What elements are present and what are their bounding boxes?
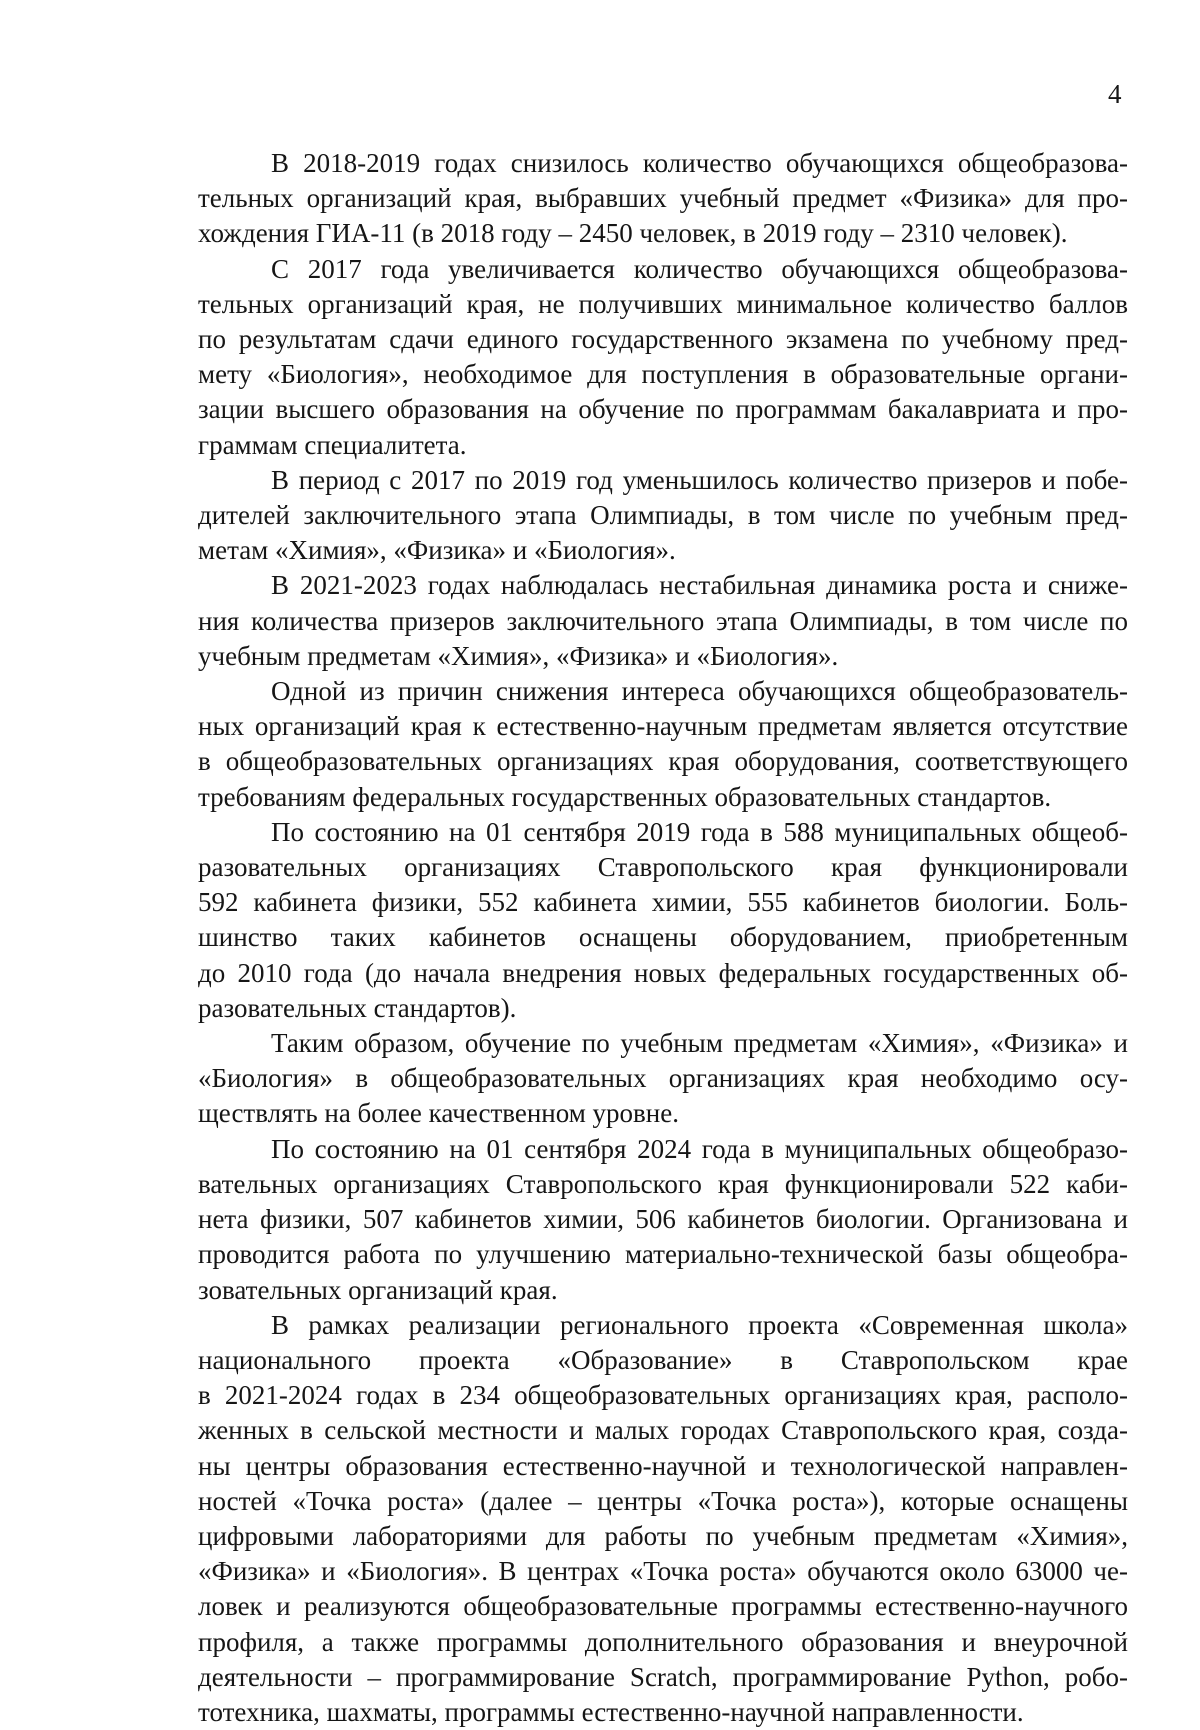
text-line: В 2018-2019 годах снизилось количество обучающихся общеобразова- — [271, 148, 1128, 178]
text-line: 592 кабинета физики, 552 кабинета химии, 555 кабинетов биологии. Боль- — [198, 887, 1128, 918]
paragraph — [198, 463, 1128, 569]
paragraph — [198, 1132, 1128, 1308]
text-line: в 2021-2024 годах в 234 общеобразовательных организациях края, располо- — [198, 1380, 1128, 1411]
text-line: цифровыми лабораториями для работы по учебным предметам «Химия», — [198, 1520, 1128, 1551]
text-line: Таким образом, обучение по учебным предметам «Химия», «Физика» и — [271, 1028, 1128, 1059]
paragraph — [198, 815, 1128, 1026]
text-line: до 2010 года (до начала внедрения новых федеральных государственных об- — [198, 957, 1128, 988]
text-line: дителей заключительного этапа Олимпиады, в том числе по учебным пред- — [198, 500, 1128, 531]
text-line: По состоянию на 01 сентября 2019 года в 588 муниципальных общеоб- — [271, 816, 1128, 847]
text-line: ния количества призеров заключительного этапа Олимпиады, в том числе по — [198, 605, 1128, 636]
text-line: в общеобразовательных организациях края оборудования, соответствующего — [198, 746, 1128, 777]
paragraph — [198, 1308, 1128, 1730]
paragraph — [198, 1026, 1128, 1132]
text-line: национального проекта «Образование» в Ставропольском крае — [198, 1344, 1128, 1375]
text-line: хождения ГИА-11 (в 2018 году – 2450 человек, в 2019 году – 2310 человек). — [198, 218, 1068, 249]
text-line: «Биология» в общеобразовательных организациях края необходимо осу- — [198, 1063, 1128, 1094]
text-line: профиля, а также программы дополнительного образования и внеурочной — [198, 1626, 1128, 1657]
text-line: ных организаций края к естественно-научным предметам является отсутствие — [198, 711, 1128, 742]
text-line: шинство таких кабинетов оснащены оборудованием, приобретенным — [198, 922, 1128, 953]
text-line: ностей «Точка роста» (далее – центры «Точка роста»), которые оснащены — [198, 1485, 1128, 1516]
text-line: тельных организаций края, не получивших минимальное количество баллов — [198, 288, 1128, 319]
paragraph — [198, 146, 1128, 252]
paragraph — [198, 674, 1128, 815]
text-line: нета физики, 507 кабинетов химии, 506 кабинетов биологии. Организована и — [198, 1204, 1128, 1235]
text-line: тотехника, шахматы, программы естественно-научной направленности. — [198, 1696, 1024, 1727]
text-line: По состоянию на 01 сентября 2024 года в муниципальных общеобразо- — [271, 1133, 1128, 1164]
paragraph — [198, 252, 1128, 463]
text-line: ществлять на более качественном уровне. — [198, 1098, 679, 1129]
text-line: «Физика» и «Биология». В центрах «Точка роста» обучаются около 63000 че- — [198, 1556, 1128, 1587]
text-line: ны центры образования естественно-научной и технологической направлен- — [198, 1450, 1128, 1481]
text-line: ловек и реализуются общеобразовательные программы естественно-научного — [198, 1591, 1128, 1622]
text-line: проводится работа по улучшению материально-технической базы общеобра- — [198, 1239, 1128, 1270]
text-line: разовательных стандартов). — [198, 992, 517, 1023]
body-text — [198, 146, 1128, 1730]
text-line: по результатам сдачи единого государственного экзамена по учебному пред- — [198, 324, 1128, 355]
text-line: В рамках реализации регионального проекта «Современная школа» — [271, 1309, 1128, 1340]
text-line: Одной из причин снижения интереса обучающихся общеобразователь- — [271, 676, 1128, 707]
text-line: тельных организаций края, выбравших учебный предмет «Физика» для про- — [198, 183, 1128, 214]
text-line: С 2017 года увеличивается количество обучающихся общеобразова- — [271, 253, 1128, 284]
text-line: В 2021-2023 годах наблюдалась нестабильная динамика роста и сниже- — [271, 570, 1128, 601]
text-line: разовательных организациях Ставропольского края функционировали — [198, 852, 1128, 883]
paragraph — [198, 568, 1128, 674]
text-line: зовательных организаций края. — [198, 1274, 558, 1305]
text-line: мету «Биология», необходимое для поступления в образовательные органи- — [198, 359, 1128, 390]
text-line: зации высшего образования на обучение по программам бакалавриата и про- — [198, 394, 1128, 425]
text-line: учебным предметам «Химия», «Физика» и «Биология». — [198, 640, 839, 671]
page-number: 4 — [1108, 79, 1122, 109]
text-line: требованиям федеральных государственных образовательных стандартов. — [198, 781, 1052, 812]
text-line: женных в сельской местности и малых городах Ставропольского края, созда- — [198, 1415, 1128, 1446]
text-line: В период с 2017 по 2019 год уменьшилось количество призеров и побе- — [271, 464, 1128, 495]
text-line: метам «Химия», «Физика» и «Биология». — [198, 535, 676, 566]
text-line: граммам специалитета. — [198, 429, 467, 460]
text-line: деятельности – программирование Scratch, программирование Python, робо- — [198, 1661, 1128, 1692]
text-line: вательных организациях Ставропольского края функционировали 522 каби- — [198, 1168, 1128, 1199]
